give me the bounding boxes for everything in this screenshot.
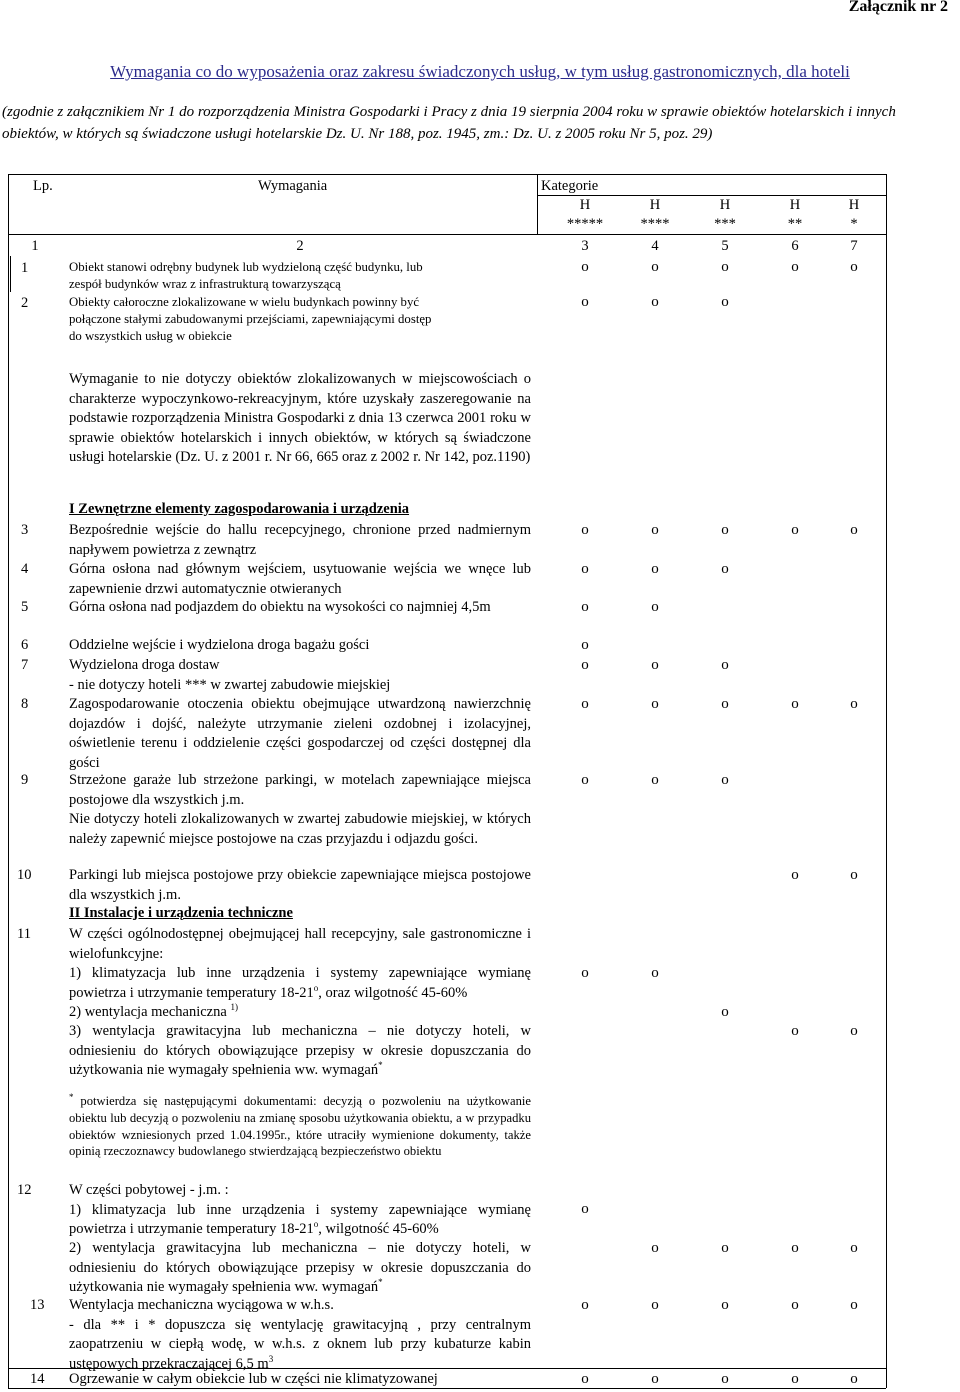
row-6-mark-1: o [581, 637, 589, 653]
row-9-mark-2: o [651, 772, 659, 788]
row-11-item-1-mark-2: o [651, 965, 659, 981]
row-11-item-1-mark-1: o [581, 965, 589, 981]
row-8-mark-2: o [651, 696, 659, 712]
asterisk-sup-2: * [378, 1277, 383, 1287]
col-number-5: 5 [721, 238, 729, 254]
row-12-item-2-text: 2) wentylacja grawitacyjna lub mechaniczna – nie dotyczy hoteli, w odniesieniu do których obowiązujące przepisy w okresie dopuszczania do użytkowania nie wymagały spełnienia ww. wymagań [69, 1240, 531, 1295]
row-8-requirement: Zagospodarowanie otoczenia obiektu obejmujące utwardzoną nawierzchnię dojazdów i dojść, należyte utrzymanie zieleni ozdobnej i izolacyjnej, oświetlenie terenu i oddzielenie części gospodarczej od części dostępnej dla gości [69, 696, 531, 771]
row-13-mark-5: o [850, 1297, 858, 1313]
row-6-lp: 6 [21, 637, 29, 653]
row-7-lp: 7 [21, 657, 29, 673]
row-9-mark-3: o [721, 772, 729, 788]
row-9-line-1: Strzeżone garaże lub strzeżone parkingi, w motelach zapewniające miejsca postojowe dla wszystkich j.m. [69, 772, 531, 808]
row-2-requirement [69, 294, 531, 345]
row-11-item-3-mark-5: o [850, 1023, 858, 1039]
header-lp: Lp. [33, 178, 53, 194]
row-3-mark-5: o [850, 522, 858, 538]
row-3-mark-1: o [581, 522, 589, 538]
col-number-1: 1 [31, 238, 39, 254]
row-13-mark-2: o [651, 1297, 659, 1313]
row-5-requirement: Górna osłona nad podjazdem do obiektu na wysokości co najmniej 4,5m [69, 599, 491, 615]
row-12-item-2-mark-4: o [791, 1240, 799, 1256]
row-12-item-1-mark-1: o [581, 1201, 589, 1217]
row-5-lp: 5 [21, 599, 29, 615]
asterisk-footnote [69, 1093, 531, 1160]
row-2-lp: 2 [21, 295, 29, 311]
row-11-item-2-text: 2) wentylacja mechaniczna [69, 1004, 227, 1020]
row-9-mark-1: o [581, 772, 589, 788]
row-12-line-1: W części pobytowej - j.m. : [69, 1182, 229, 1198]
row-8-mark-4: o [791, 696, 799, 712]
row-11-item-3-mark-4: o [791, 1023, 799, 1039]
section-i-heading: I Zewnętrzne elementy zagospodarowania i urządzenia [69, 501, 410, 517]
row-14-mark-3: o [721, 1371, 729, 1387]
row-4-requirement: Górna osłona nad głównym wejściem, usytuowanie wejścia we wnęce lub zapewnienie drzwi automatycznie otwieranych [69, 561, 531, 597]
row-12-item-2-mark-5: o [850, 1240, 858, 1256]
row-7-mark-1: o [581, 657, 589, 673]
row-11-item-2 [69, 1003, 531, 1023]
row-3-mark-3: o [721, 522, 729, 538]
row-8-lp: 8 [21, 696, 29, 712]
row-8-mark-5: o [850, 696, 858, 712]
row-4-mark-2: o [651, 561, 659, 577]
stars-4: **** [640, 216, 670, 232]
row-1-mark-4: o [791, 259, 799, 275]
row-10-mark-4: o [791, 867, 799, 883]
row-13-line-2: - dla ** i * dopuszcza się wentylację grawitacyjną , przy centralnym zaopatrzeniu w ciepłą wodę, w w.h.s. z oknem lub przy kubaturze kabin ustępowych przekraczającej 6,5 m [69, 1316, 531, 1372]
footnote-asterisk: * [69, 1092, 74, 1102]
row-2-line-2: połączone stałymi zabudowanymi przejściami, zapewniającymi dostęp [69, 312, 432, 326]
row-13-mark-4: o [791, 1297, 799, 1313]
section-ii-heading: II Instalacje i urządzenia techniczne [69, 905, 293, 921]
row-7-line-2: - nie dotyczy hoteli *** w zwartej zabudowie miejskiej [69, 676, 391, 693]
header-requirements: Wymagania [258, 178, 328, 194]
row-2-line-3: do wszystkich usług w obiekcie [69, 329, 232, 343]
category-h-4: H [789, 197, 801, 213]
row-11-item-1 [69, 964, 531, 1003]
row-1-mark-1: o [581, 259, 589, 275]
row-3-requirement: Bezpośrednie wejście do hallu recepcyjnego, chronione przed nadmiernym napływem powietrza z zewnątrz [69, 522, 531, 558]
degree-sup: o [313, 982, 319, 993]
asterisk-sup: * [378, 1060, 383, 1070]
row-3-lp: 3 [21, 522, 29, 538]
row-13-requirement [69, 1296, 531, 1374]
categories-divider [537, 174, 538, 234]
col-number-4: 4 [651, 238, 659, 254]
row-14-requirement: Ogrzewanie w całym obiekcie lub w części nie klimatyzowanej [69, 1371, 438, 1387]
footnote-sup: 1) [230, 1002, 238, 1012]
row-1-line-2: zespół budynków wraz z infrastrukturą towarzyszącą [69, 277, 341, 291]
exception-note: Wymaganie to nie dotyczy obiektów zlokalizowanych w miejscowościach o charakterze wypoczynkowo-rekreacyjnym, które uzyskały zaszeregowanie na podstawie rozporządzenia Ministra Gospodarki z dnia 13 czerwca 2001 roku w sprawie obiektów hotelarskich i innych obiektów, w których są świadczone usługi hotelarskie (Dz. U. z 2001 r. Nr 66, 665 oraz z 2002 r. Nr 142, poz.1190) [69, 371, 531, 465]
row-12-lp: 12 [17, 1182, 32, 1198]
cubic-sup: 3 [268, 1353, 274, 1364]
stars-2: ** [787, 216, 803, 232]
category-h-3: H [719, 197, 731, 213]
row-11-item-1-text: 1) klimatyzacja lub inne urządzenia i systemy zapewniające wymianę powietrza i utrzymanie temperatury 18-21 [69, 965, 531, 1001]
table-border-top [8, 174, 886, 175]
category-h-2: H [649, 197, 661, 213]
row-13-mark-3: o [721, 1297, 729, 1313]
row-4-mark-3: o [721, 561, 729, 577]
row-5-mark-1: o [581, 599, 589, 615]
row-1-requirement [69, 259, 531, 293]
col-number-3: 3 [581, 238, 589, 254]
row-12-item-2-mark-3: o [721, 1240, 729, 1256]
row-11-lp: 11 [17, 926, 31, 942]
row-10-lp: 10 [17, 867, 32, 883]
row-1-mark-3: o [721, 259, 729, 275]
table-border-right [886, 174, 887, 1388]
row-12-item-2 [69, 1239, 531, 1298]
stars-3: *** [714, 216, 736, 232]
header-bottom-line [8, 234, 886, 235]
row-13-lp: 13 [30, 1297, 45, 1313]
degree-sup-2: o [313, 1219, 319, 1229]
stars-1: * [850, 216, 858, 232]
row-2-mark-3: o [721, 294, 729, 310]
row-11-item-1-tail: , oraz wilgotność 45-60% [318, 984, 468, 1001]
row-12-item-1-text: 1) klimatyzacja lub inne urządzenia i systemy zapewniające wymianę powietrza i utrzymanie temperatury 18-21 [69, 1201, 531, 1237]
row-8-mark-1: o [581, 696, 589, 712]
row-8-mark-3: o [721, 696, 729, 712]
row-12-requirement [69, 1181, 531, 1240]
table-border-left [8, 174, 9, 1388]
footnote-text: potwierdza się następującymi dokumentami: decyzją o pozwoleniu na użytkowanie obiektu lub decyzją o pozwoleniu na zmianę sposobu użytkowania obiektu, a w przypadku obiektów wzniesionych przed 1.04.1995r., które utraciły wymienione dokumenty, także opinią rzeczoznawcy budowlanego stwierdzającą bezpieczeństwo obiektu [69, 1094, 531, 1159]
col-number-6: 6 [791, 238, 799, 254]
row-7-mark-2: o [651, 657, 659, 673]
row-9-lp: 9 [21, 772, 29, 788]
col-number-7: 7 [850, 238, 858, 254]
row-12-item-1-tail: , wilgotność 45-60% [318, 1221, 439, 1237]
page-title: Wymagania co do wyposażenia oraz zakresu świadczonych usług, w tym usług gastronomicznych, dla hoteli [110, 62, 850, 81]
category-h-1: H [579, 197, 591, 213]
stars-5: ***** [566, 216, 604, 232]
row-11-item-3-text: 3) wentylacja grawitacyjna lub mechaniczna – nie dotyczy hoteli, w odniesieniu do których obowiązujące przepisy w okresie dopuszczania do użytkowania nie wymagały spełnienia ww. wymagań [69, 1023, 531, 1078]
row-10-mark-5: o [850, 867, 858, 883]
row-7-line-1: Wydzielona droga dostaw [69, 657, 220, 673]
row-11-requirement: W części ogólnodostępnej obejmującej hall recepcyjny, sale gastronomiczne i wielofunkcyjne: [69, 926, 531, 962]
row-6-requirement: Oddzielne wejście i wydzielona droga bagażu gości [69, 637, 370, 653]
row-13-line-1: Wentylacja mechaniczna wyciągowa w w.h.s. [69, 1297, 334, 1313]
row-7-requirement [69, 656, 531, 695]
page-subtitle: (zgodnie z załącznikiem Nr 1 do rozporządzenia Ministra Gospodarki i Pracy z dnia 19 sierpnia 2004 roku w sprawie obiektów hotelarskich i innych obiektów, w których są świadczone usługi hotelarskie Dz. U. Nr 188, poz. 1945, zm.: Dz. U. z 2005 roku Nr 5, poz. 29) [2, 104, 896, 142]
row-9-line-2: Nie dotyczy hoteli zlokalizowanych w zwartej zabudowie miejskiej, w których należy zapewnić miejsce postojowe na czas przyjazdu i odjazdu gości. [69, 811, 531, 847]
row-1-lp: 1 [21, 260, 29, 276]
row-14-mark-5: o [850, 1371, 858, 1387]
row-14-mark-1: o [581, 1371, 589, 1387]
row-3-mark-2: o [651, 522, 659, 538]
row-14-mark-4: o [791, 1371, 799, 1387]
header-categories: Kategorie [541, 178, 599, 194]
row-11-item-3 [69, 1022, 531, 1081]
col-number-2: 2 [296, 238, 304, 254]
row-4-mark-1: o [581, 561, 589, 577]
row-13-mark-1: o [581, 1297, 589, 1313]
row-4-lp: 4 [21, 561, 29, 577]
category-h-5: H [848, 197, 860, 213]
row-12-item-2-mark-2: o [651, 1240, 659, 1256]
row-1-line-1: Obiekt stanowi odrębny budynek lub wydzieloną część budynku, lub [69, 260, 423, 274]
row-7-mark-3: o [721, 657, 729, 673]
annex-label: Załącznik nr 2 [848, 0, 948, 15]
row-10-requirement: Parkingi lub miejsca postojowe przy obiekcie zapewniające miejsca postojowe dla wszystkich j.m. [69, 867, 531, 903]
row-11-item-2-mark-3: o [721, 1004, 729, 1020]
row-5-mark-2: o [651, 599, 659, 615]
row-3-mark-4: o [791, 522, 799, 538]
row-14-lp: 14 [30, 1371, 45, 1387]
row-1-mark-2: o [651, 259, 659, 275]
row-2-mark-1: o [581, 294, 589, 310]
row-1-marker [10, 256, 11, 292]
row-2-line-1: Obiekty całoroczne zlokalizowane w wielu budynkach powinny być [69, 295, 420, 309]
row-1-mark-5: o [850, 259, 858, 275]
row-9-requirement [69, 771, 531, 849]
row-2-mark-2: o [651, 294, 659, 310]
row-14-mark-2: o [651, 1371, 659, 1387]
